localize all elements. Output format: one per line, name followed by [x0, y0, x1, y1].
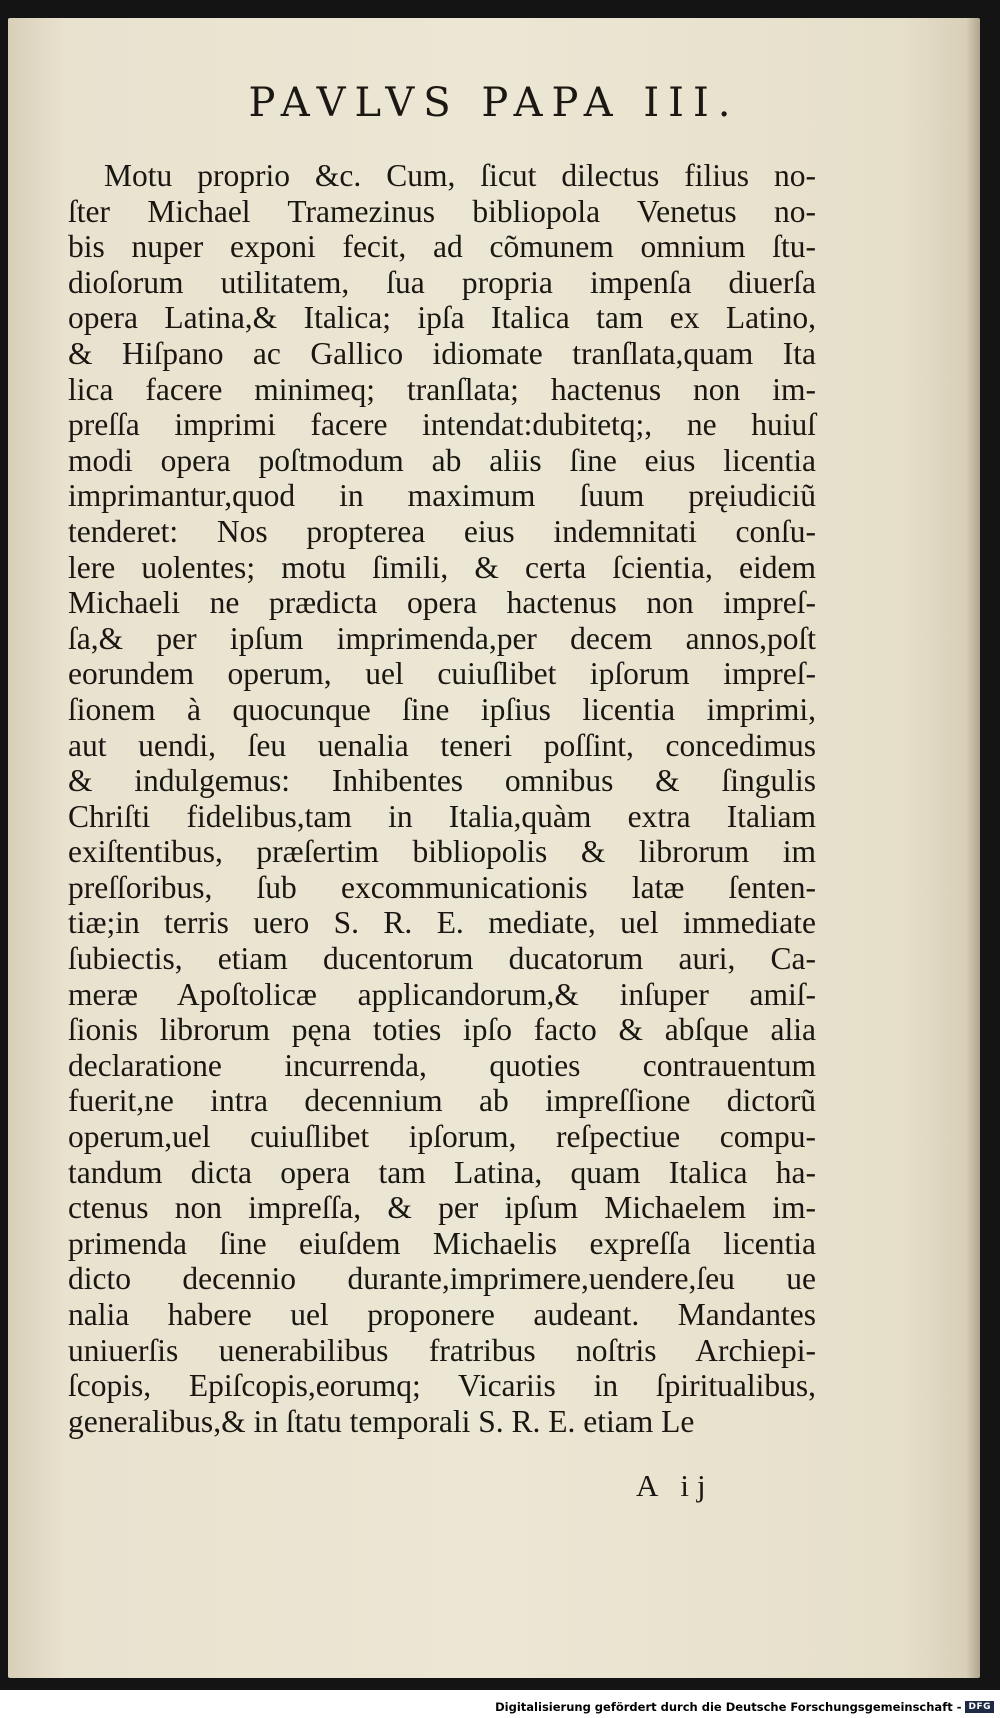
text-line: ſionem à quocunque ſine ipſius licentia imprimi, [68, 691, 816, 727]
body-text [68, 158, 816, 1439]
text-line: aut uendi, ſeu uenalia teneri poſſint, concedimus [68, 727, 816, 763]
page-edge-shadow [966, 18, 980, 1678]
text-line: ſcopis, Epiſcopis,eorumq; Vicariis in ſpiritualibus, [68, 1368, 816, 1404]
text-line: modi opera poſtmodum ab aliis ſine eius licentia [68, 442, 816, 478]
footer-credit [495, 1700, 994, 1714]
text-line: Michaeli ne prædicta opera hactenus non impreſ- [68, 585, 816, 621]
text-line: generalibus,& in ſtatu temporali S. R. E. etiam Le [68, 1403, 695, 1439]
text-line: meræ Apoſtolicæ applicandorum,& inſuper amiſ- [68, 976, 816, 1012]
footer-text: Digitalisierung gefördert durch die Deutsche Forschungsgemeinschaft - [495, 1700, 962, 1714]
text-line: ctenus non impreſſa, & per ipſum Michaelem im- [68, 1190, 816, 1226]
dfg-logo: DFG [965, 1701, 994, 1713]
text-line: primenda ſine eiuſdem Michaelis expreſſa licentia [68, 1225, 816, 1261]
text-line: tiæ;in terris uero S. R. E. mediate, uel immediate [68, 905, 816, 941]
text-line: declaratione incurrenda, quoties contrauentum [68, 1047, 816, 1083]
text-line: tandum dicta opera tam Latina, quam Italica ha- [68, 1154, 816, 1190]
text-line: fuerit,ne intra decennium ab impreſſione dictorũ [68, 1083, 816, 1119]
text-line: & Hiſpano ac Gallico idiomate tranſlata,quam Ita [68, 335, 816, 371]
text-line: uniuerſis uenerabilibus fratribus noſtris Archiepi- [68, 1332, 816, 1368]
book-page [8, 18, 980, 1678]
page-header: PAVLVS PAPA III. [248, 80, 740, 126]
text-line: imprimantur,quod in maximum ſuum pręiudiciũ [68, 478, 816, 514]
text-line: ſter Michael Tramezinus bibliopola Venetus no- [68, 193, 816, 229]
text-line: lere uolentes; motu ſimili, & certa ſcientia, eidem [68, 549, 816, 585]
text-line: opera Latina,& Italica; ipſa Italica tam ex Latino, [68, 300, 816, 336]
text-line: tenderet: Nos propterea eius indemnitati conſu- [68, 513, 816, 549]
text-line: lica facere minimeq; tranſlata; hactenus non im- [68, 371, 816, 407]
signature-mark: A ij [636, 1468, 714, 1503]
text-line: dioſorum utilitatem, ſua propria impenſa diuerſa [68, 264, 816, 300]
text-line: Chriſti fidelibus,tam in Italia,quàm extra Italiam [68, 798, 816, 834]
text-line: Motu proprio &c. Cum, ſicut dilectus filius no- [104, 158, 816, 193]
text-line: & indulgemus: Inhibentes omnibus & ſingulis [68, 763, 816, 799]
text-line: ſa,& per ipſum imprimenda,per decem annos,poſt [68, 620, 816, 656]
text-line: operum,uel cuiuſlibet ipſorum, reſpectiue compu- [68, 1119, 816, 1155]
text-line: exiſtentibus, præſertim bibliopolis & librorum im [68, 834, 816, 870]
text-line: nalia habere uel proponere audeant. Mandantes [68, 1297, 816, 1332]
text-line: ſionis librorum pęna toties ipſo facto & abſque alia [68, 1012, 816, 1048]
text-line: dicto decennio durante,imprimere,uendere,ſeu ue [68, 1261, 816, 1297]
text-line: ſubiectis, etiam ducentorum ducatorum auri, Ca- [68, 941, 816, 977]
text-line: bis nuper exponi fecit, ad cõmunem omnium ſtu- [68, 229, 816, 265]
text-line: preſſa imprimi facere intendat:dubitetq;, ne huiuſ [68, 407, 816, 443]
text-line: preſſoribus, ſub excommunicationis latæ ſenten- [68, 869, 816, 905]
text-line: eorundem operum, uel cuiuſlibet ipſorum impreſ- [68, 656, 816, 692]
